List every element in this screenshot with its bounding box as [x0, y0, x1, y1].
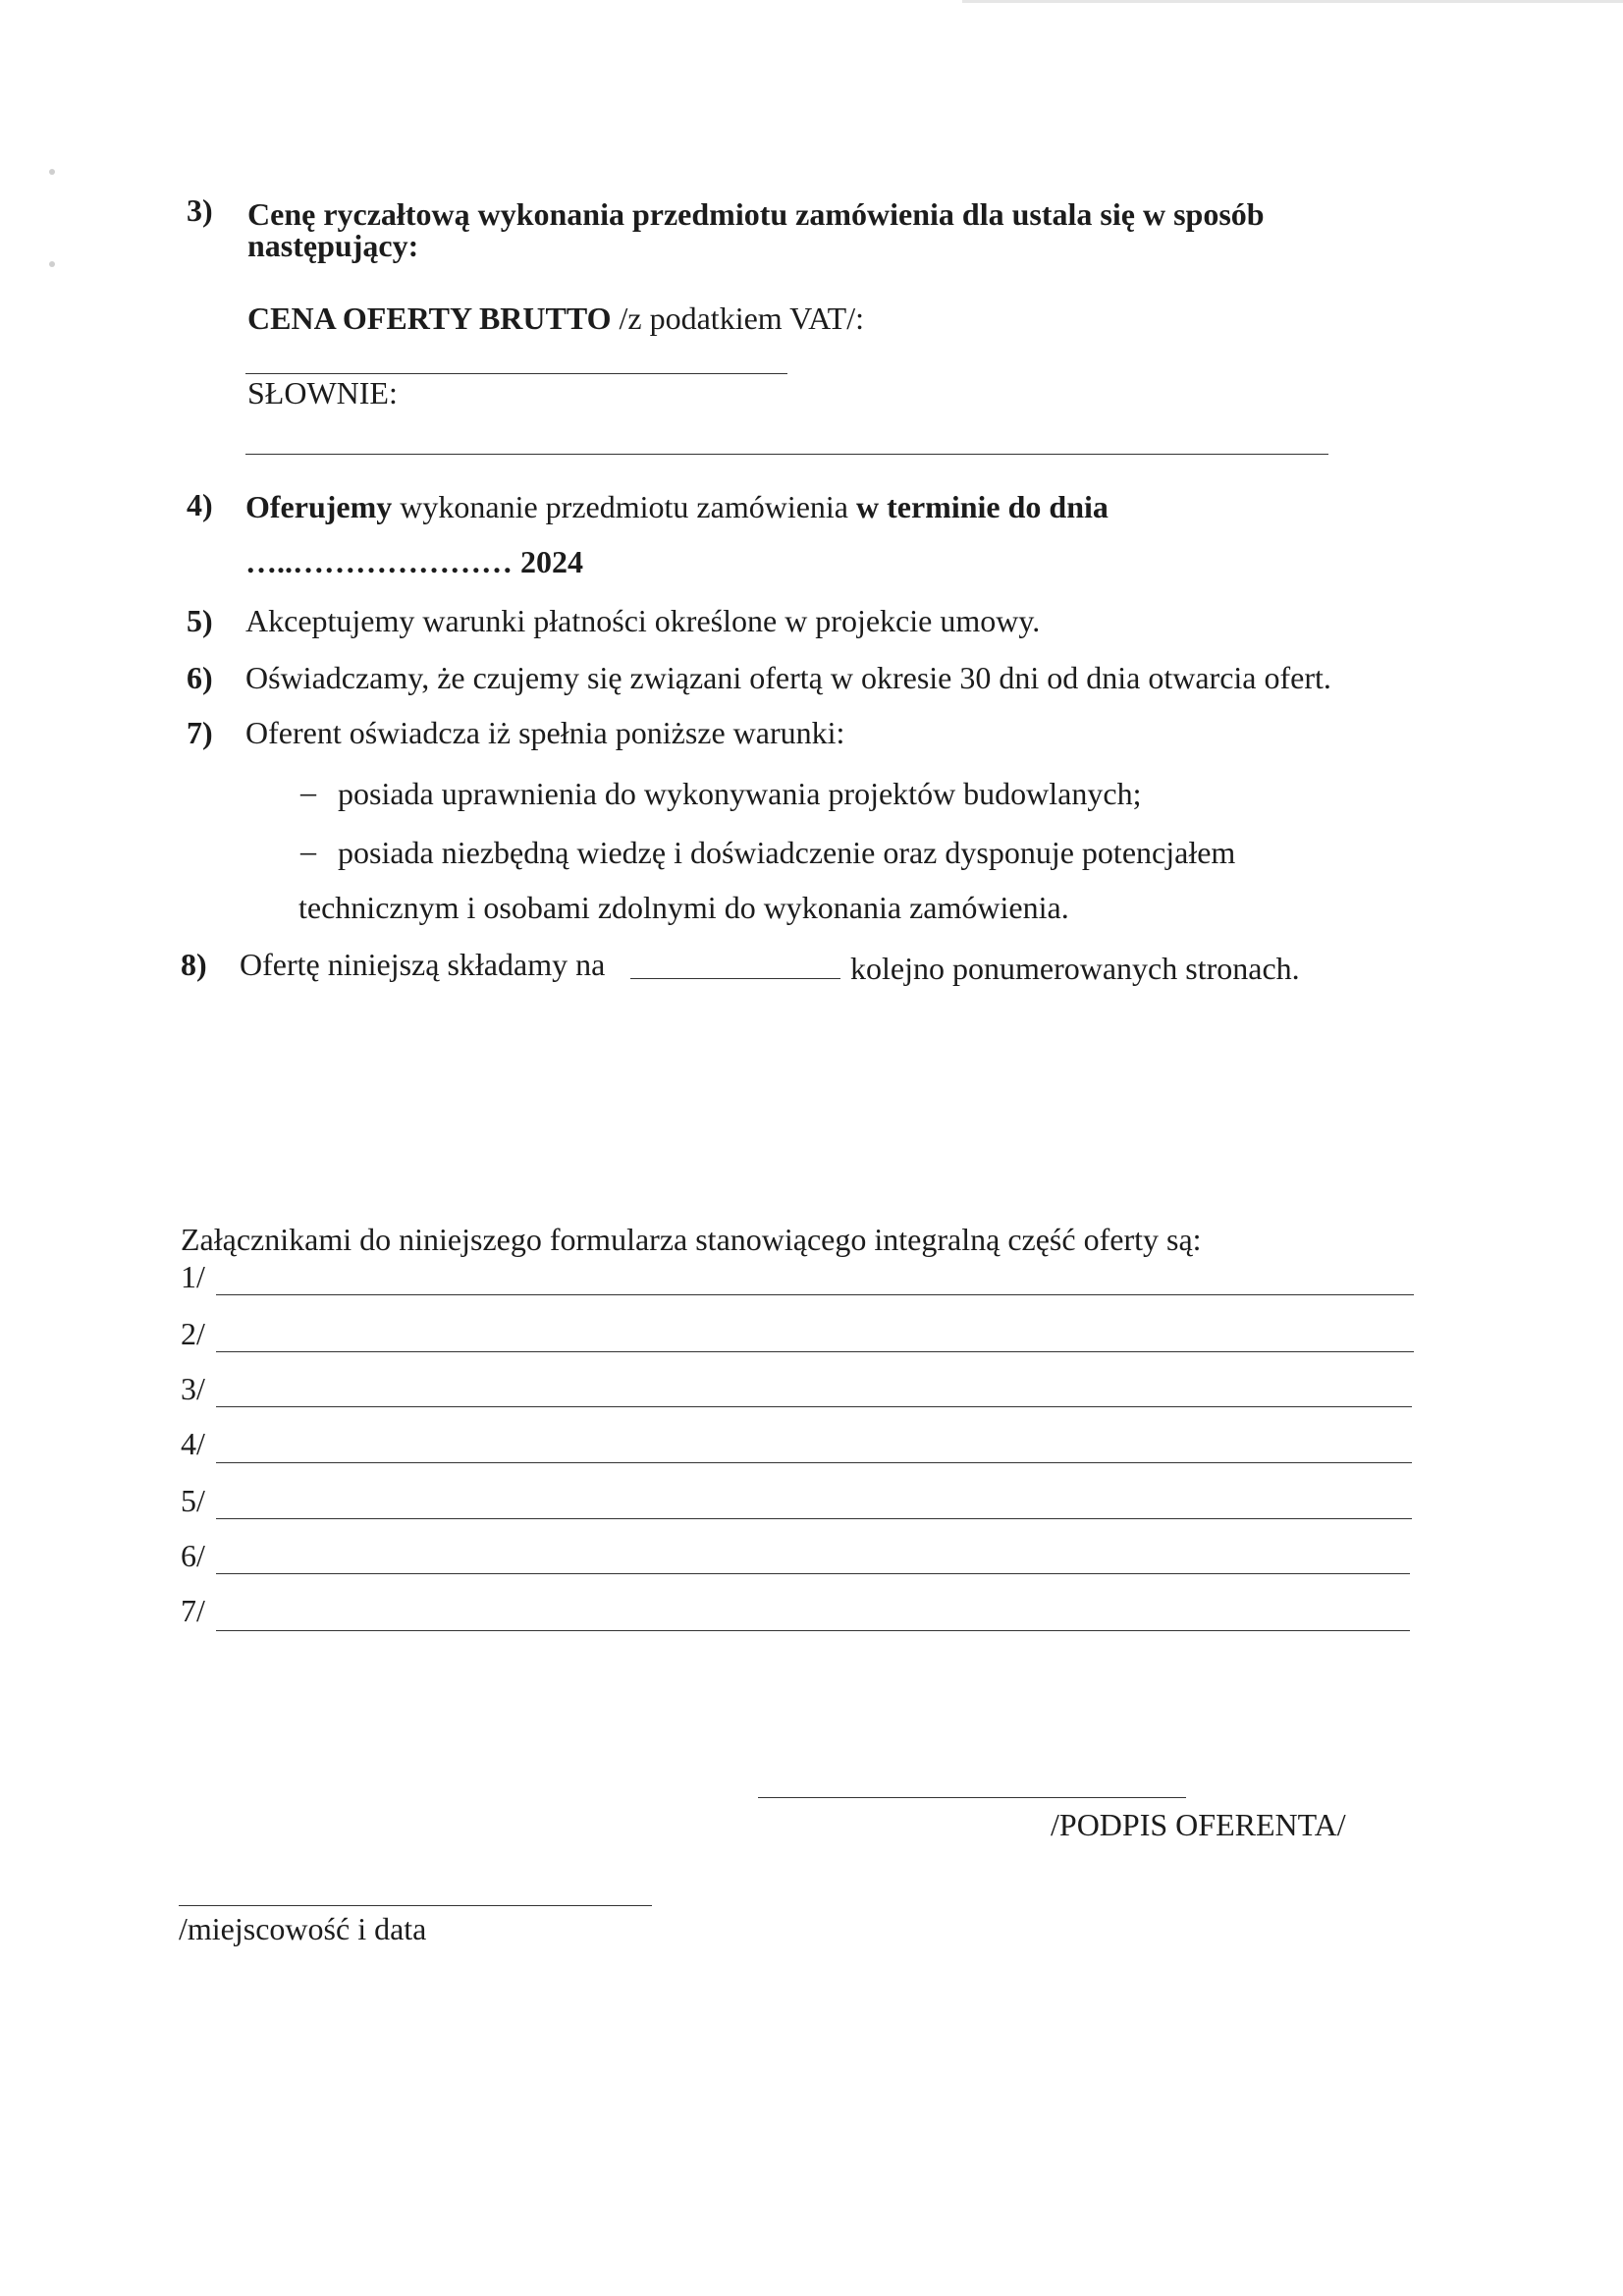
section-8-text-after: kolejno ponumerowanych stronach. [850, 951, 1300, 986]
condition-1: posiada uprawnienia do wykonywania projektów budowlanych; [338, 776, 1142, 811]
item-number-3: 3) [187, 192, 213, 228]
attachment-number: 5/ [181, 1483, 205, 1518]
condition-2-continued: technicznym i osobami zdolnymi do wykonania zamówienia. [298, 890, 1069, 925]
gross-price-vat: /z podatkiem VAT/: [611, 301, 864, 336]
deadline-date-field[interactable]: …..………………… 2024 [245, 544, 583, 579]
signature-label: /PODPIS OFERENTA/ [1051, 1807, 1346, 1842]
place-date-label: /miejscowość i data [179, 1911, 427, 1946]
deadline-bold: w terminie do dnia [856, 489, 1109, 524]
section-8-text-before: Ofertę niniejszą składamy na [240, 947, 606, 982]
attachment-field-3[interactable] [216, 1406, 1412, 1407]
section-3-line-1: Cenę ryczałtową wykonania przedmiotu zamówienia dla ustala się w sposób [247, 196, 1265, 232]
bullet-dash: – [300, 833, 316, 868]
attachment-field-5[interactable] [216, 1518, 1412, 1519]
in-words-label: SŁOWNIE: [247, 375, 398, 410]
gross-price-bold: CENA OFERTY BRUTTO [247, 301, 612, 336]
offer-text: wykonanie przedmiotu zamówienia [392, 489, 856, 524]
attachment-number: 7/ [181, 1593, 205, 1628]
in-words-field[interactable] [245, 454, 1328, 455]
attachment-number: 2/ [181, 1316, 205, 1351]
attachment-field-4[interactable] [216, 1462, 1412, 1463]
section-3-line-2: następujący: [247, 228, 419, 263]
item-number-5: 5) [187, 603, 213, 638]
attachments-heading: Załącznikami do niniejszego formularza stanowiącego integralną część oferty są: [181, 1222, 1202, 1257]
gross-price-label [247, 299, 864, 338]
attachment-field-7[interactable] [216, 1630, 1410, 1631]
section-6-text: Oświadczamy, że czujemy się związani ofertą w okresie 30 dni od dnia otwarcia ofert. [245, 660, 1331, 695]
attachment-number: 3/ [181, 1371, 205, 1406]
attachment-number: 6/ [181, 1538, 205, 1573]
bullet-dash: – [300, 774, 316, 809]
signature-field[interactable] [758, 1797, 1186, 1798]
attachment-field-1[interactable] [216, 1294, 1414, 1295]
place-date-field[interactable] [179, 1905, 652, 1906]
attachment-field-2[interactable] [216, 1351, 1414, 1352]
section-7-text: Oferent oświadcza iż spełnia poniższe warunki: [245, 715, 845, 750]
offer-bold: Oferujemy [245, 489, 393, 524]
scan-speck [49, 261, 55, 267]
section-5-text: Akceptujemy warunki płatności określone w projekcie umowy. [245, 603, 1041, 638]
page-count-field[interactable] [630, 978, 840, 979]
scan-top-edge [962, 0, 1623, 3]
attachment-field-6[interactable] [216, 1573, 1410, 1574]
item-number-8: 8) [181, 947, 207, 982]
section-4-line-1 [245, 487, 1109, 526]
condition-2: posiada niezbędną wiedzę i doświadczenie oraz dysponuje potencjałem [338, 835, 1236, 870]
attachment-number: 1/ [181, 1259, 205, 1294]
scan-speck [49, 169, 55, 175]
item-number-7: 7) [187, 715, 213, 750]
item-number-4: 4) [187, 487, 213, 522]
attachment-number: 4/ [181, 1426, 205, 1461]
item-number-6: 6) [187, 660, 213, 695]
